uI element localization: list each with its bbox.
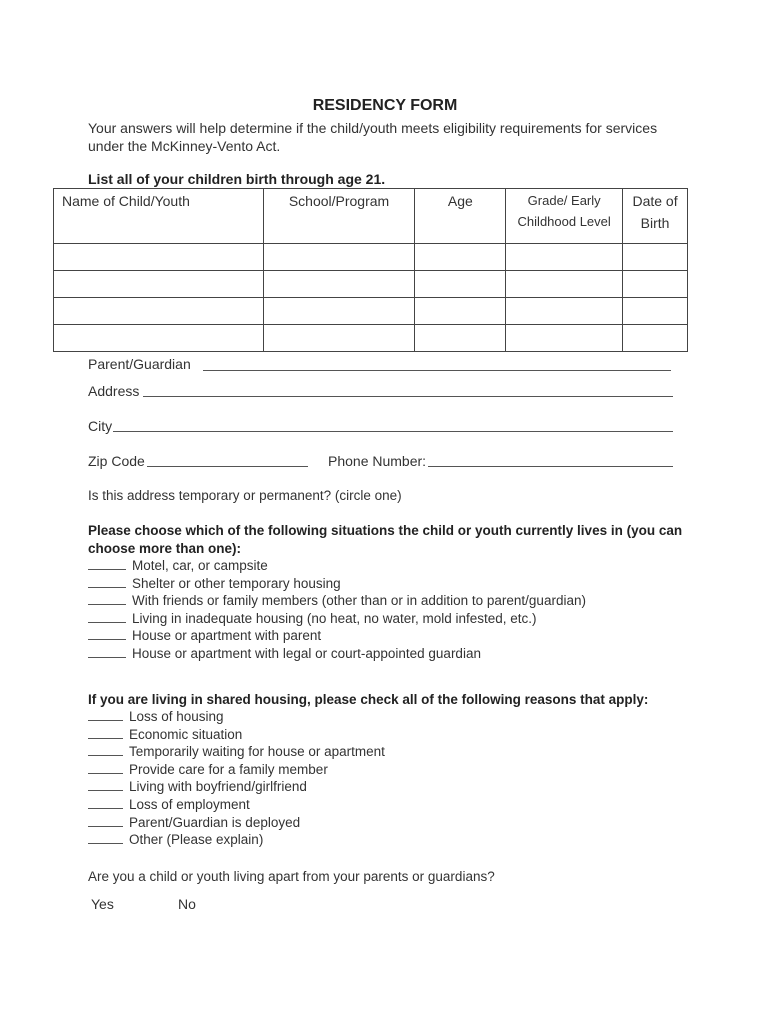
list-item[interactable]: Provide care for a family member (88, 761, 385, 779)
list-item[interactable]: Motel, car, or campsite (88, 557, 586, 575)
name-cell[interactable] (54, 244, 264, 271)
grade-cell[interactable] (506, 298, 623, 325)
list-item[interactable]: Loss of employment (88, 796, 385, 814)
checkbox-blank[interactable] (88, 709, 123, 721)
column-header-age: Age (415, 189, 506, 244)
situations-list (88, 557, 586, 663)
checkbox-blank[interactable] (88, 593, 126, 605)
address-label: Address (88, 383, 140, 399)
list-item[interactable]: Living in inadequate housing (no heat, no water, mold infested, etc.) (88, 610, 586, 628)
children-table-header-row (54, 189, 688, 244)
checkbox-blank[interactable] (88, 744, 123, 756)
age-cell[interactable] (415, 244, 506, 271)
city-label: City (88, 418, 113, 434)
no-option[interactable]: No (178, 896, 196, 912)
checkbox-blank[interactable] (88, 576, 126, 588)
table-row (54, 325, 688, 352)
list-item[interactable]: Other (Please explain) (88, 831, 385, 849)
shared-housing-question: If you are living in shared housing, please check all of the following reasons that apply: (88, 692, 649, 707)
form-title: RESIDENCY FORM (312, 97, 458, 114)
list-item[interactable]: Temporarily waiting for house or apartment (88, 743, 385, 761)
grade-cell[interactable] (506, 244, 623, 271)
table-row (54, 244, 688, 271)
address-line[interactable] (143, 396, 673, 397)
living-apart-question: Are you a child or youth living apart from your parents or guardians? (88, 869, 495, 884)
age-cell[interactable] (415, 298, 506, 325)
list-item[interactable]: Parent/Guardian is deployed (88, 814, 385, 832)
name-cell[interactable] (54, 271, 264, 298)
school-cell[interactable] (263, 325, 415, 352)
checkbox-blank[interactable] (88, 815, 123, 827)
dob-cell[interactable] (623, 244, 688, 271)
list-item[interactable]: House or apartment with parent (88, 627, 586, 645)
zip-code-line[interactable] (147, 466, 308, 467)
parent-guardian-label: Parent/Guardian (88, 356, 191, 372)
phone-number-label: Phone Number: (328, 453, 427, 469)
dob-cell[interactable] (623, 271, 688, 298)
dob-cell[interactable] (623, 325, 688, 352)
address-type-question: Is this address temporary or permanent? (circle one) (88, 488, 402, 503)
intro-text: Your answers will help determine if the child/youth meets eligibility requirements for services under the McKinney-Vento Act. (88, 120, 658, 154)
name-cell[interactable] (54, 325, 264, 352)
checkbox-blank[interactable] (88, 797, 123, 809)
phone-number-line[interactable] (428, 466, 673, 467)
zip-code-label: Zip Code (88, 453, 145, 469)
city-line[interactable] (113, 431, 673, 432)
checkbox-blank[interactable] (88, 611, 126, 623)
column-header-school: School/Program (263, 189, 415, 244)
list-item[interactable]: Economic situation (88, 726, 385, 744)
checkbox-blank[interactable] (88, 628, 126, 640)
age-cell[interactable] (415, 271, 506, 298)
list-item[interactable]: House or apartment with legal or court-appointed guardian (88, 645, 586, 663)
column-header-grade: Grade/ Early Childhood Level (506, 189, 623, 244)
list-item[interactable]: With friends or family members (other than or in addition to parent/guardian) (88, 592, 586, 610)
name-cell[interactable] (54, 298, 264, 325)
checkbox-blank[interactable] (88, 646, 126, 658)
grade-cell[interactable] (506, 271, 623, 298)
shared-housing-list (88, 708, 385, 849)
school-cell[interactable] (263, 271, 415, 298)
list-item[interactable]: Shelter or other temporary housing (88, 575, 586, 593)
yes-option[interactable]: Yes (91, 896, 114, 912)
dob-cell[interactable] (623, 298, 688, 325)
parent-guardian-line[interactable] (203, 370, 671, 371)
list-item[interactable]: Loss of housing (88, 708, 385, 726)
table-row (54, 298, 688, 325)
checkbox-blank[interactable] (88, 727, 123, 739)
table-row (54, 271, 688, 298)
checkbox-blank[interactable] (88, 762, 123, 774)
list-item[interactable]: Living with boyfriend/girlfriend (88, 778, 385, 796)
age-cell[interactable] (415, 325, 506, 352)
situations-question: Please choose which of the following situations the child or youth currently lives in (you can choose more than one): (88, 523, 683, 556)
checkbox-blank[interactable] (88, 779, 123, 791)
school-cell[interactable] (263, 244, 415, 271)
column-header-name: Name of Child/Youth (54, 189, 264, 244)
checkbox-blank[interactable] (88, 832, 123, 844)
checkbox-blank[interactable] (88, 558, 126, 570)
column-header-dob: Date of Birth (623, 189, 688, 244)
children-table (53, 188, 688, 352)
children-table-heading: List all of your children birth through age 21. (88, 171, 386, 187)
school-cell[interactable] (263, 298, 415, 325)
grade-cell[interactable] (506, 325, 623, 352)
